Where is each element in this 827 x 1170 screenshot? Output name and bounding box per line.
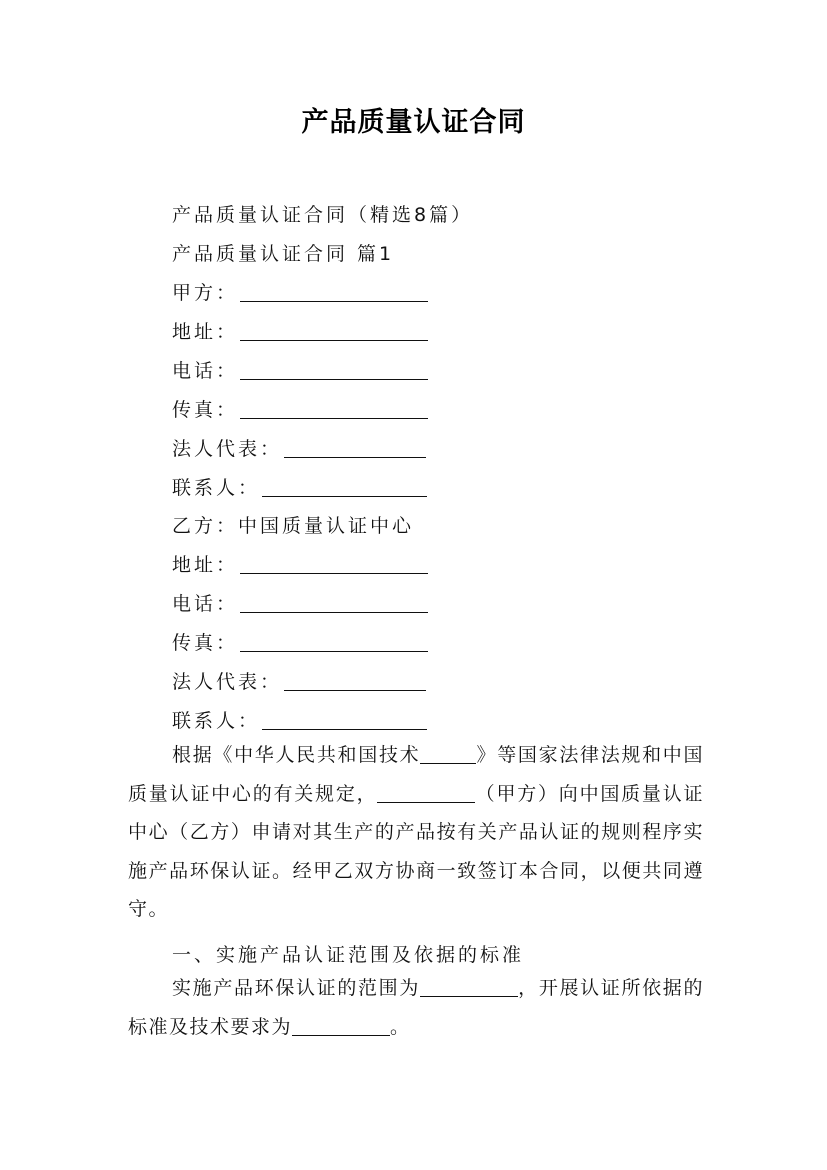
- paragraph-text: ，开展认证所依据的标准及技术要求为: [128, 977, 704, 1038]
- field-blank: [262, 476, 427, 497]
- field-blank: [284, 670, 426, 691]
- inline-blank: [420, 978, 518, 997]
- field-blank: [262, 709, 427, 730]
- field-blank: [240, 320, 428, 341]
- party-b-phone-field: [172, 589, 428, 616]
- paragraph-text: （甲方）向中国质量认证中心（乙方）申请对其生产的产品按有关产品认证的规则程序实施产品环保认证。经甲乙双方协商一致签订本合同，以便共同遵守。: [128, 782, 704, 921]
- party-b-label: 乙方：中国质量认证中心: [172, 515, 415, 537]
- party-a-field: [172, 278, 428, 305]
- party-a-label: 甲方：: [172, 282, 239, 304]
- body-paragraph-2: [128, 969, 704, 1046]
- party-a-legal-rep-field: [172, 434, 426, 461]
- inline-blank: [420, 745, 476, 764]
- section-heading: 产品质量认证合同 篇1: [172, 243, 395, 265]
- party-b-contact-field: [172, 706, 427, 733]
- field-blank: [240, 359, 428, 380]
- document-title: 产品质量认证合同: [301, 107, 526, 138]
- field-label: 联系人：: [172, 477, 261, 499]
- field-label: 地址：: [172, 554, 239, 576]
- party-a-fax-field: [172, 395, 428, 422]
- field-blank: [240, 398, 428, 419]
- paragraph-text: 。: [390, 1015, 411, 1038]
- party-a-phone-field: [172, 356, 428, 383]
- paragraph-text: 实施产品环保认证的范围为: [172, 977, 420, 999]
- field-label: 电话：: [172, 593, 239, 615]
- document-subtitle: 产品质量认证合同（精选8篇）: [172, 204, 474, 226]
- inline-blank: [292, 1017, 390, 1036]
- field-blank: [240, 553, 428, 574]
- field-blank: [240, 592, 428, 613]
- clause-1-heading: 一、实施产品认证范围及依据的标准: [172, 944, 525, 966]
- field-label: 地址：: [172, 321, 239, 343]
- inline-blank: [377, 784, 475, 803]
- party-b-address-field: [172, 550, 428, 577]
- party-b-legal-rep-field: [172, 667, 426, 694]
- field-label: 传真：: [172, 632, 239, 654]
- field-label: 传真：: [172, 399, 239, 421]
- field-label: 法人代表：: [172, 671, 283, 693]
- body-paragraph-1: [128, 736, 704, 929]
- field-blank: [284, 437, 426, 458]
- party-b-fax-field: [172, 628, 428, 655]
- party-a-blank: [240, 281, 428, 302]
- party-a-address-field: [172, 317, 428, 344]
- field-label: 联系人：: [172, 710, 261, 732]
- field-label: 法人代表：: [172, 438, 283, 460]
- field-blank: [240, 631, 428, 652]
- paragraph-text: 根据《中华人民共和国技术: [172, 744, 421, 766]
- party-a-contact-field: [172, 473, 427, 500]
- paragraph-text: 》等国家法律法规和中国质量认证中心的有关规定，: [128, 744, 704, 805]
- field-label: 电话：: [172, 360, 239, 382]
